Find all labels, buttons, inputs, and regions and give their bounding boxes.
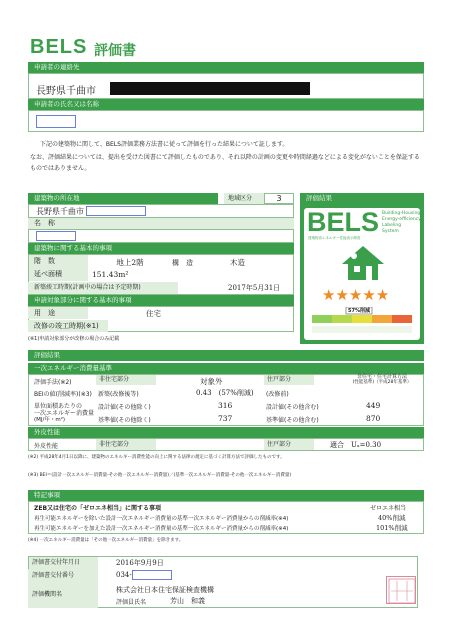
bei-sub: 新築(改修後等) [98,391,139,398]
special-row2-value: 101%削減 [376,524,408,532]
seal-stamp [386,576,416,604]
outer-nonres-label: 非住宅部分 [96,439,156,450]
bei-res-label: (改修前) [266,391,289,398]
house-icon [340,244,386,282]
unit-label-1: 単位面積あたりの [34,403,83,410]
use-value: 住宅 [146,309,161,318]
special-header: 特記事項 [28,490,424,501]
redaction [110,82,310,95]
renovation-label: 改修の竣工時期(※1) [28,320,108,332]
badge-header: 評価結果 [300,193,424,204]
structure-value: 木造 [230,258,245,267]
rep-label: 評価員氏名 [116,599,147,606]
outer-res-value: 適合 Uₐ=0.30 [330,441,382,449]
energy-section-header: 一次エネルギー消費量基準 [28,363,424,374]
nonres-label: 非住宅部分 [96,375,156,385]
basic-header: 建築物に関する基本的事項 [28,243,294,254]
footnote-2: (※2) 平成28年4月1日以降に、建築物のエネルギー消費性能の向上に関する法律の規定に基づく計算方法で評価したものです。 [28,455,285,460]
zeb-label: ZEB又は住宅の「ゼロエネ相当」に関する事項 [34,505,162,512]
name-field [36,231,76,241]
star-icon: ★ [375,286,390,304]
rep-value: 芳山 和義 [170,597,205,605]
star-rating [322,288,404,304]
standard-label: 基準値(その他除く) [98,417,151,424]
location-extra [86,206,146,216]
badge-sub2: Energy-efficiency [382,217,421,222]
res-value-2: (性能基準)（平成28年基準） [352,380,412,385]
star-icon: ★ [362,286,376,304]
location-header: 建築物の所在地 [28,193,218,204]
location-value: 長野県千曲市 [36,207,84,216]
issue-number-field [132,570,172,580]
outer-label: 外皮性能 [34,443,59,450]
badge-sub3: Labeling [382,223,402,228]
applicant-name-field[interactable] [36,115,76,128]
design-value: 316 [218,401,233,410]
page-title: 評価書 [94,43,136,59]
floors-label: 階 数 [28,255,88,268]
zone-value: 3 [264,193,294,204]
outer-section-header: 外皮性能 [28,427,424,438]
bei-label: BEIの値(削減率)(※3) [34,391,92,398]
issue-number-value: 034- [116,571,132,579]
special-row2-label: 再生可能エネルギーを加えた設計一次エネルギー消費量の基準一次エネルギー消費量からの削減率(※4) [34,526,289,532]
standard-res-label: 基準値(その他含む) [266,417,319,424]
star-icon: ★ [322,286,336,304]
res-value: 非住宅・住宅計算方法 [356,374,407,380]
unit-label-3: (MJ/年・m²) [34,417,66,423]
zeb-value: ゼロエネ相当 [370,505,407,512]
design-res-value: 449 [366,401,381,410]
applicant-name-header: 申請者の氏名又は名称 [28,99,424,110]
area-value: 151.43m² [92,270,129,279]
issue-date-value: 2016年9月9日 [116,559,164,567]
standard-value: 737 [218,414,233,423]
standard-res-value: 870 [366,414,381,423]
org-label: 評価機関名 [28,582,98,608]
badge-tagline: 建築物省エネルギー性能表示制度 [308,236,361,240]
issue-date-label: 評価書交付年月日 [28,556,98,569]
special-row1-label: 再生可能エネルギーを除いた設計一次エネルギー消費量の基準一次エネルギー消費量からの削減率(※4) [34,516,289,522]
badge-reduction: 57%削減 [348,308,370,314]
special-row1-value: 40%削減 [378,514,406,522]
results-header: 評価結果 [28,350,424,361]
structure-label: 構 造 [172,259,193,267]
badge-logo: BELS [307,207,380,237]
zone-label: 地域区分 [224,193,264,204]
bels-logo: BELS [30,36,88,58]
floors-value: 地上2階 [116,258,144,267]
outer-res-label: 住戸部分 [264,439,314,450]
org-value: 株式会社日本住宅保証検査機構 [116,586,214,594]
completion-value: 2017年5月31日 [228,284,281,292]
unit-label-2: 一次エネルギー消費量 [34,410,95,417]
intro-line2: なお、評価結果については、提出を受けた図書にて評価したものであり、それ以降の計画の変更や時間経過などによる変化がないことを保証するものではありません。 [30,154,420,172]
special-note: (※4) 一次エネルギー消費量は「その他一次エネルギー消費量」を除きます。 [28,538,184,543]
footnote-3: (※3) BEI＝(設計一次エネルギー消費量-その他一次エネルギー消費量)／(基準一次エネルギー消費量-その他一次エネルギー消費量) [28,473,292,478]
nonres-value: 対象外 [200,377,223,386]
area-label: 延べ面積 [28,268,88,281]
name-label: 名 称 [28,218,294,229]
design-label: 設計値(その他除く) [98,404,151,411]
star-icon: ★ [348,286,363,304]
seal-icon [387,577,417,605]
completion-label: 新築竣工時期(計画中の場合は予定時期) [28,282,178,294]
use-label: 用 途 [28,307,88,319]
applicant-address: 長野県千曲市 [36,86,96,97]
method-label: 評価手法(※2) [34,379,72,386]
applicant-name-row [28,110,424,132]
res-label: 住戸部分 [264,375,314,385]
applicable-header: 申請対象部分に関する基本的事項 [28,295,294,306]
bei-value: 0.43 (57%削減) [196,389,254,397]
intro-line1: 下記の建築物に関して、BELS評価業務方法書に従って評価を行った結果について証します。 [40,141,289,148]
design-res-label: 設計値(その他含む) [266,404,319,411]
applicant-header: 申請者の連絡先 [28,62,424,73]
applicable-note: (※1)申請対象部分が改修の場合のみ記載 [28,336,120,342]
issue-number-label: 評価書交付番号 [28,569,98,582]
star-icon: ★ [335,286,349,304]
badge-sub4: System [382,229,399,234]
badge-sub1: Building-Housing [382,211,421,216]
